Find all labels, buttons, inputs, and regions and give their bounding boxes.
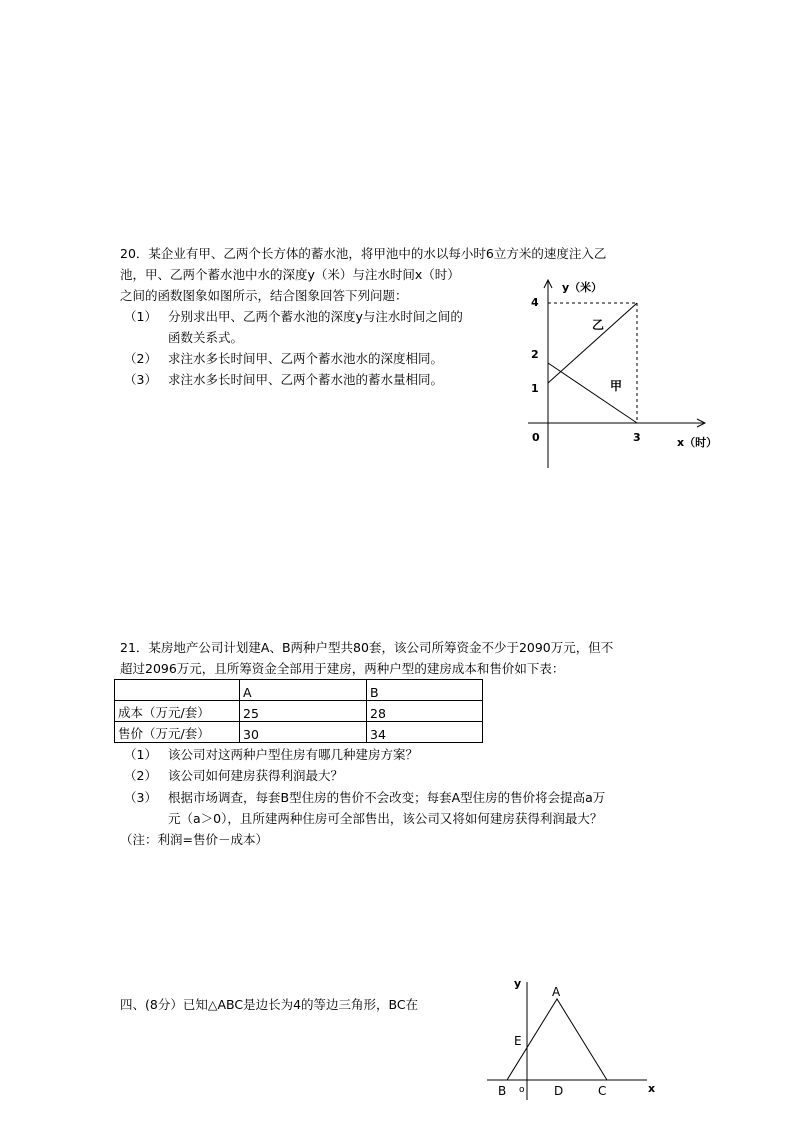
- point-a-label: A: [552, 985, 561, 999]
- tick-4: 4: [531, 296, 539, 309]
- table-cell: 25: [240, 701, 367, 722]
- table-header-cell: [115, 680, 240, 701]
- water-depth-graph: [520, 268, 730, 478]
- tick-x3: 3: [633, 431, 641, 444]
- triangle-graph: [482, 972, 672, 1102]
- table-header-row: [115, 680, 483, 701]
- point-d-label: D: [554, 1084, 564, 1098]
- problem21-item1-text: 该公司对这两种户型住房有哪几种建房方案？: [168, 747, 419, 762]
- y-label: y: [514, 977, 522, 990]
- label-jia: 甲: [610, 379, 623, 393]
- o-label: o: [519, 1085, 525, 1095]
- problem20-item3-text: 求注水多长时间甲、乙两个蓄水池的蓄水量相同。: [168, 372, 444, 387]
- problem21-line1: 21．某房地产公司计划建A、B两种户型共80套，该公司所筹资金不少于2090万元，但不: [120, 640, 614, 655]
- problem21-item1-num: （1）: [124, 747, 157, 762]
- problem20-line2: 池，甲、乙两个蓄水池中水的深度y（米）与注水时间x（时）: [120, 267, 460, 282]
- problem4-text: 四、(8分）已知△ABC是边长为4的等边三角形，BC在: [120, 997, 419, 1012]
- problem20-item2-num: （2）: [124, 351, 157, 366]
- triangle-abc: [507, 999, 607, 1080]
- table-cell: 成本（万元/套）: [115, 701, 240, 722]
- x-axis-label: x（时）: [677, 436, 718, 449]
- origin-label: 0: [532, 431, 540, 444]
- point-e-label: E: [514, 1034, 522, 1048]
- problem20-item1-cont: 函数关系式。: [168, 330, 244, 345]
- label-yi: 乙: [592, 318, 605, 332]
- problem20-item3-num: （3）: [124, 372, 157, 387]
- table-header-cell: A: [240, 680, 367, 701]
- problem20-item2-text: 求注水多长时间甲、乙两个蓄水池水的深度相同。: [168, 351, 444, 366]
- line-yi: [548, 303, 637, 383]
- problem21-item3-cont: 元（a＞0），且所建两种住房可全部售出，该公司又将如何建房获得利润最大？: [168, 811, 603, 826]
- problem20-item1-num: （1）: [124, 309, 157, 324]
- problem20-line1: 20．某企业有甲、乙两个长方体的蓄水池，将甲池中的水以每小时6立方米的速度注入乙: [120, 246, 607, 261]
- table-header-cell: B: [367, 680, 483, 701]
- tick-1: 1: [531, 382, 539, 395]
- tick-2: 2: [531, 348, 539, 361]
- cost-price-table: [114, 679, 483, 743]
- y-axis-label: y（米）: [562, 281, 603, 294]
- table-cell: 34: [367, 722, 483, 743]
- point-b-label: B: [498, 1084, 507, 1098]
- x-label: x: [648, 1082, 656, 1095]
- line-jia: [548, 363, 637, 423]
- table-row: [115, 722, 483, 743]
- point-c-label: C: [598, 1084, 607, 1098]
- table-row: [115, 701, 483, 722]
- problem21-item2-text: 该公司如何建房获得利润最大？: [168, 768, 344, 783]
- problem21-line2: 超过2096万元，且所筹资金全部用于建房，两种户型的建房成本和售价如下表：: [120, 661, 565, 676]
- problem21-item3-num: （3）: [124, 790, 157, 805]
- table-cell: 售价（万元/套）: [115, 722, 240, 743]
- problem21-item2-num: （2）: [124, 768, 157, 783]
- table-cell: 28: [367, 701, 483, 722]
- table-cell: 30: [240, 722, 367, 743]
- problem20-line3: 之间的函数图象如图所示，结合图象回答下列问题：: [120, 288, 408, 303]
- problem20-item1-text: 分别求出甲、乙两个蓄水池的深度y与注水时间之间的: [168, 309, 463, 324]
- problem21-note: （注：利润=售价－成本）: [120, 832, 268, 847]
- problem21-item3-text: 根据市场调查，每套B型住房的售价不会改变；每套A型住房的售价将会提高a万: [168, 790, 606, 805]
